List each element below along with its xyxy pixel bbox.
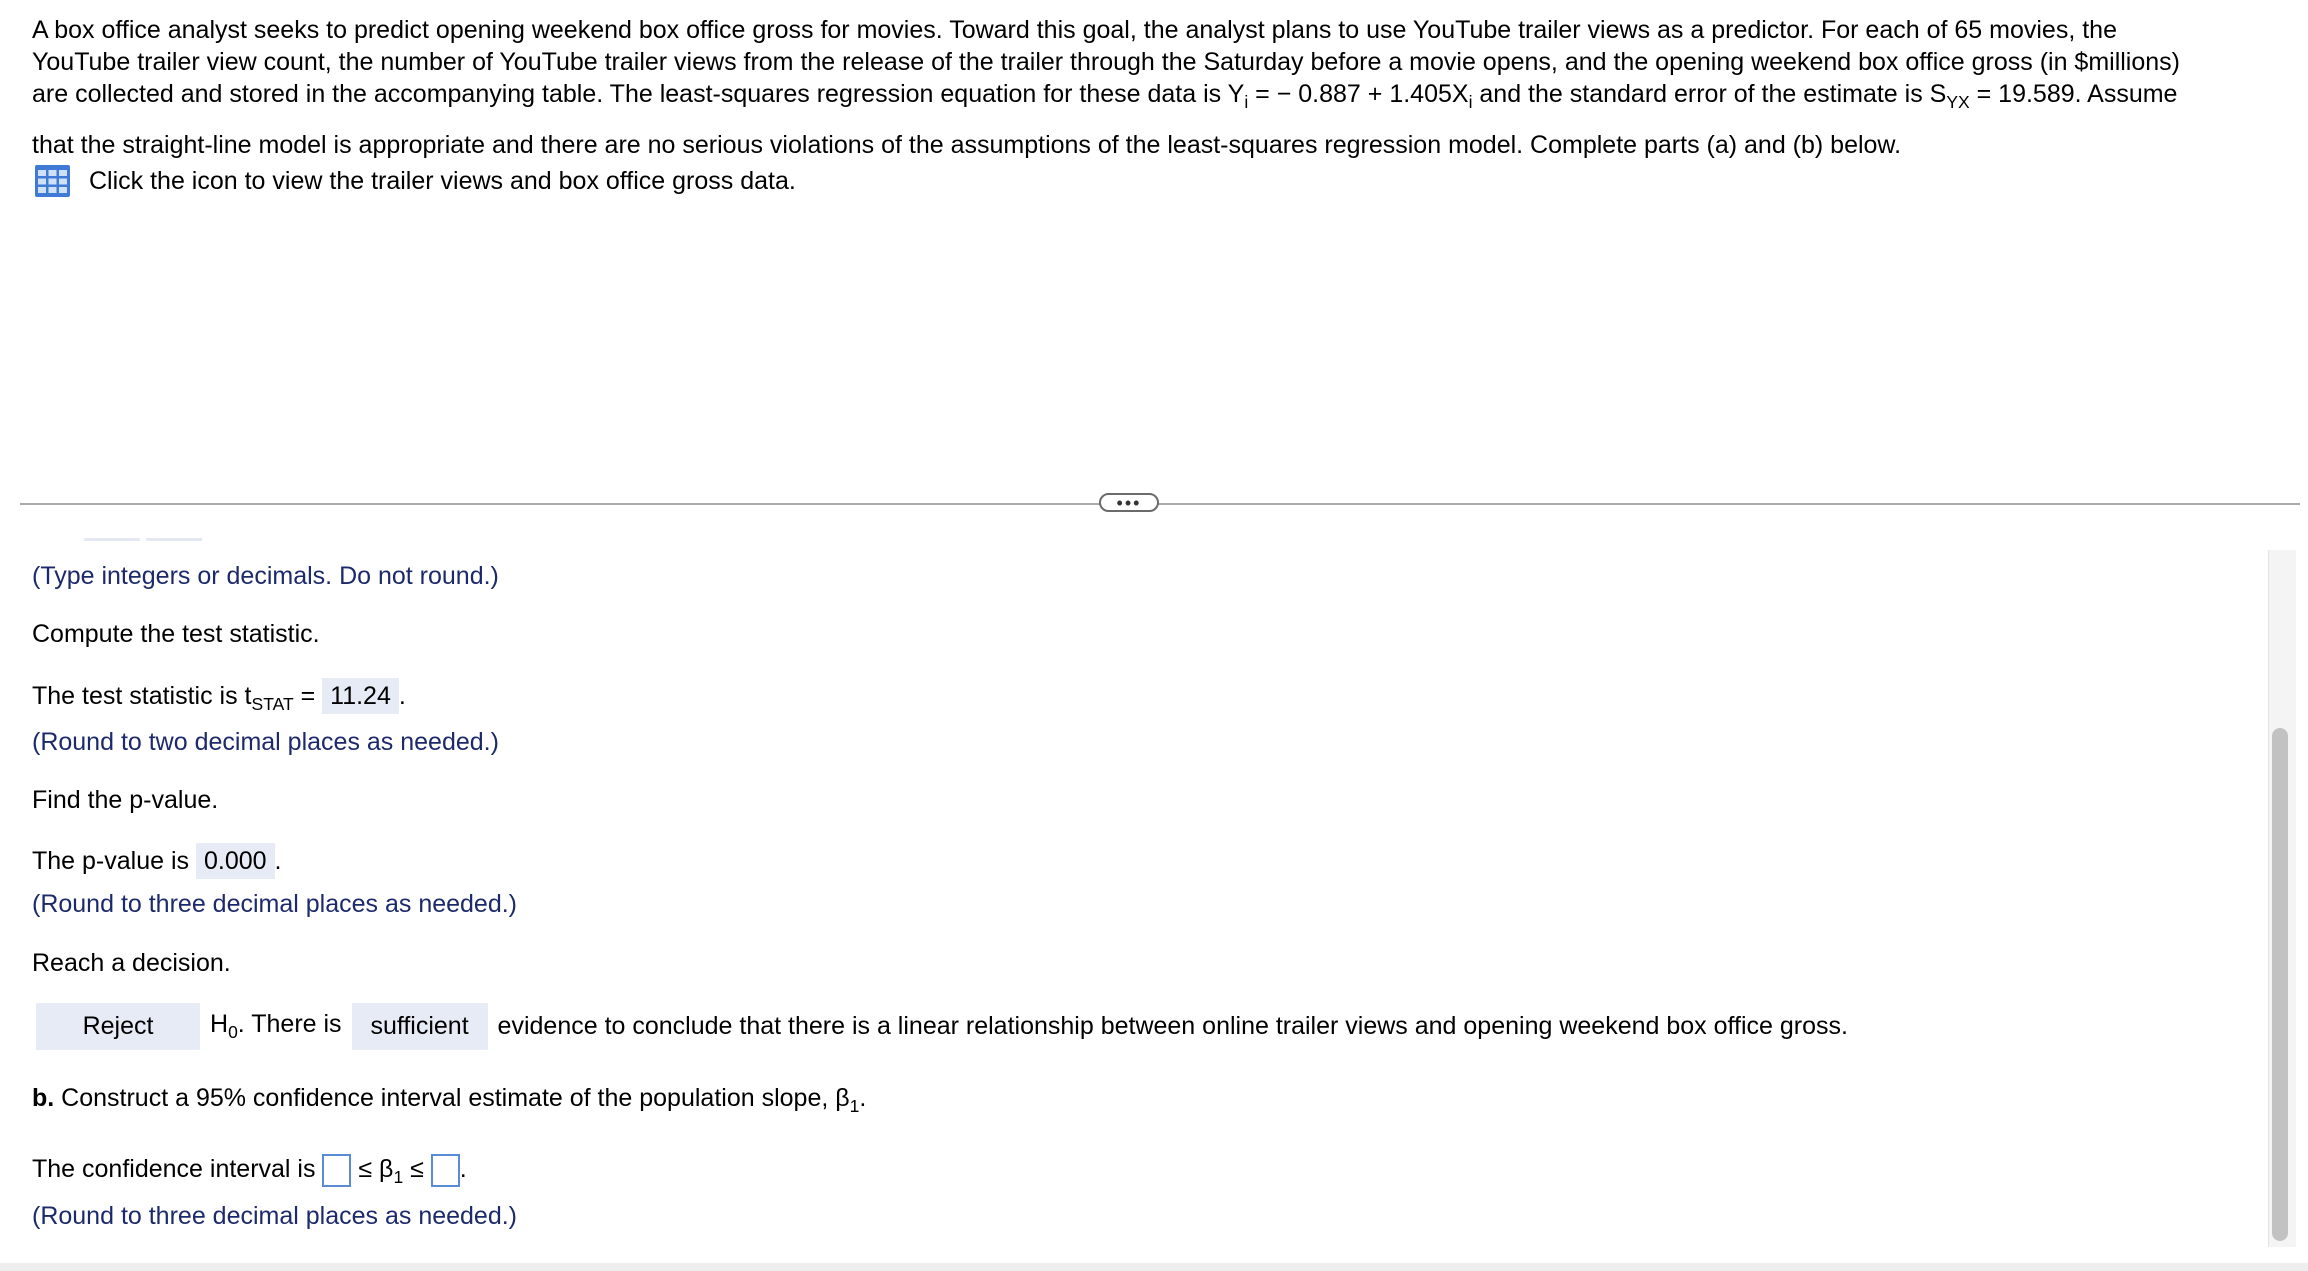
answer-tab-stub <box>146 538 202 541</box>
find-p-value-prompt: Find the p-value. <box>32 786 219 814</box>
question-line-1: A box office analyst seeks to predict opening weekend box office gross for movies. Toward this goal, the analyst plans to use YouTube trailer views as a predictor. For each of 65 movies, the <box>32 16 2117 44</box>
table-grid-icon[interactable] <box>34 164 71 198</box>
question-line-4: that the straight-line model is appropriate and there are no serious violations of the assumptions of the least-squares regression model. Complete parts (a) and (b) below. <box>32 131 1902 160</box>
decision-conclusion: evidence to conclude that there is a linear relationship between online trailer views and opening weekend box office gross. <box>497 1012 1848 1040</box>
question-text <box>32 14 2282 161</box>
test-statistic-line: The test statistic is $t_{STAT} = 11.24$ . <box>32 678 406 715</box>
test-statistic-answer[interactable]: 11.24 <box>322 678 399 714</box>
answer-tab-stub <box>84 538 140 541</box>
question-line-3-end: = 19.589. Assume <box>1969 80 2178 108</box>
section-divider <box>20 503 2300 505</box>
confidence-interval-line: The confidence interval is ≤ $\beta_1$ ≤ . <box>32 1155 467 1188</box>
question-line-3-mid: and the standard error of the estimate is S <box>1472 80 1947 108</box>
decision-line: Reject $H_0$. There is sufficient evidence to conclude that there is a linear relationship between online trailer views and opening weekend box office gross. <box>36 1003 1848 1050</box>
ci-lower-input[interactable] <box>322 1154 351 1187</box>
data-table-link-label[interactable]: Click the icon to view the trailer views and box office gross data. <box>89 166 796 195</box>
scrollbar-thumb[interactable] <box>2272 728 2288 1241</box>
part-b-prompt: b. Construct a 95% confidence interval estimate of the population slope, $\beta_1$. <box>32 1084 867 1117</box>
hint-type-integers: (Type integers or decimals. Do not round.) <box>32 562 499 590</box>
question-line-3 <box>32 78 2282 118</box>
question-line-3-intro: are collected and stored in the accompanying table. The least-squares regression equation for these data is <box>32 80 1228 108</box>
ci-upper-input[interactable] <box>431 1154 460 1187</box>
data-table-link[interactable] <box>34 164 796 198</box>
hint-two-decimals: (Round to two decimal places as needed.) <box>32 728 499 756</box>
bottom-strip <box>0 1263 2308 1271</box>
regression-equation: $Y_i$ = − $0.887 + 1.405X_i$ <box>1227 80 1473 113</box>
p-value-answer[interactable]: 0.000 <box>196 843 275 879</box>
reach-decision-prompt: Reach a decision. <box>32 949 231 977</box>
hint-three-decimals: (Round to three decimal places as needed.) <box>32 890 518 918</box>
decision-select[interactable]: Reject <box>36 1003 200 1050</box>
expand-more-button[interactable]: ••• <box>1099 493 1159 512</box>
evidence-select[interactable]: sufficient <box>352 1003 488 1050</box>
compute-test-statistic-prompt: Compute the test statistic. <box>32 620 320 648</box>
syx-subscript: YX <box>1946 92 1970 113</box>
hint-three-decimals-ci: (Round to three decimal places as needed.) <box>32 1202 518 1230</box>
p-value-line: The p-value is 0.000 . <box>32 843 281 879</box>
question-line-2: YouTube trailer view count, the number of YouTube trailer views from the release of the trailer through the Saturday before a movie opens, and the opening weekend box office gross (in $millions) <box>32 48 2180 76</box>
